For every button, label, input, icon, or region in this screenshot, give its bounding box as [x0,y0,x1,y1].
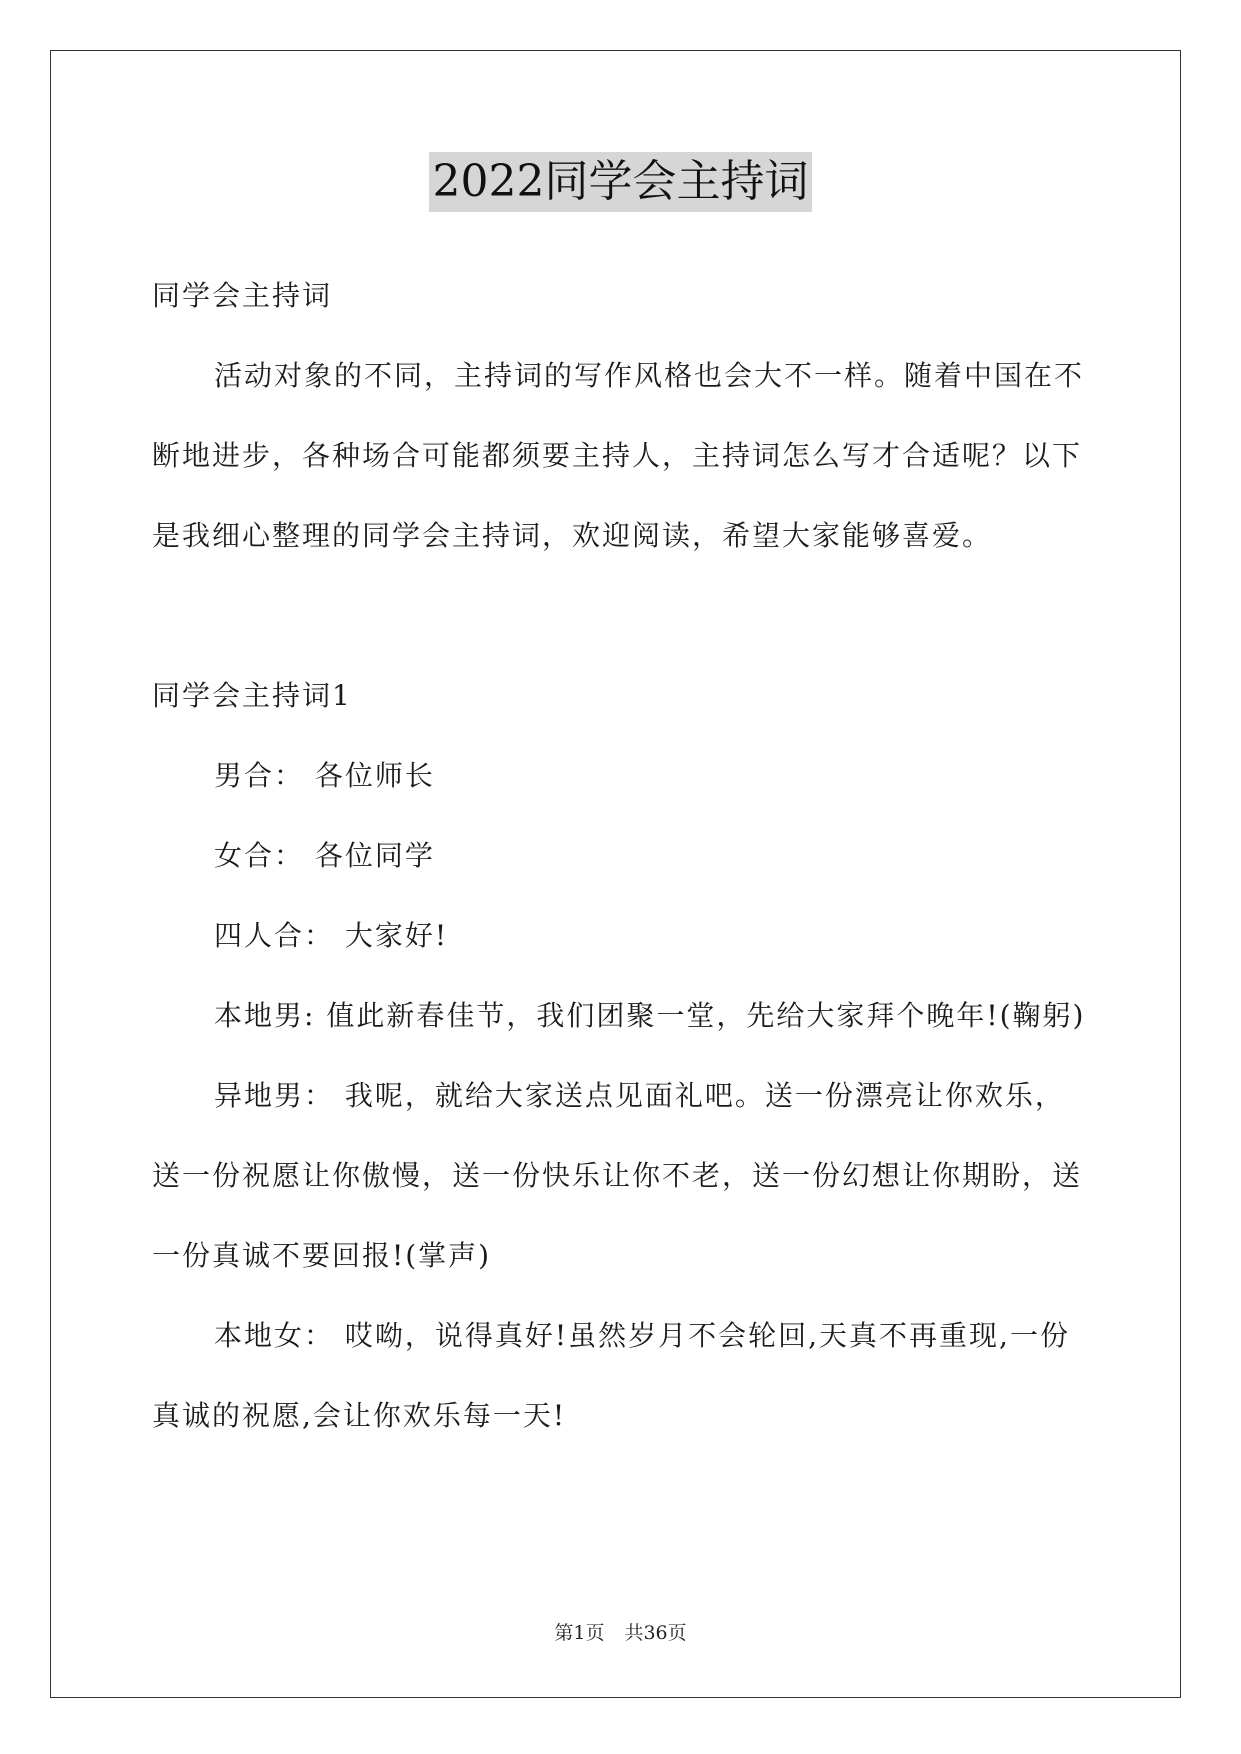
dialogue-line: 女合： 各位同学 [214,839,435,872]
dialogue-line: 四人合： 大家好! [214,919,449,952]
section-title: 同学会主持词1 [152,679,352,712]
document-title: 2022同学会主持词 [429,152,813,212]
dialogue-line: 男合： 各位师长 [214,759,435,792]
document-body [152,256,1092,1456]
page-total: 共36页 [624,1622,687,1644]
page-number: 第1页 [554,1622,605,1644]
heading: 同学会主持词 [152,279,333,312]
dialogue-line: 本地男: 值此新春佳节，我们团聚一堂，先给大家拜个晚年!(鞠躬) [214,999,1086,1032]
paragraph-spacer [152,576,1092,656]
dialogue-line: 异地男： 我呢，就给大家送点见面礼吧。送一份漂亮让你欢乐，送一份祝愿让你傲慢，送一份快乐让你不老，送一份幻想让你期盼，送一份真诚不要回报!(掌声) [152,1079,1083,1272]
dialogue-line: 本地女： 哎呦，说得真好!虽然岁月不会轮回,天真不再重现,一份真诚的祝愿,会让你欢乐每一天! [152,1319,1070,1432]
title-container [0,152,1241,212]
intro-paragraph: 活动对象的不同，主持词的写作风格也会大不一样。随着中国在不断地进步，各种场合可能都须要主持人，主持词怎么写才合适呢？以下是我细心整理的同学会主持词，欢迎阅读，希望大家能够喜爱。 [152,359,1085,552]
page-footer [0,1618,1241,1645]
